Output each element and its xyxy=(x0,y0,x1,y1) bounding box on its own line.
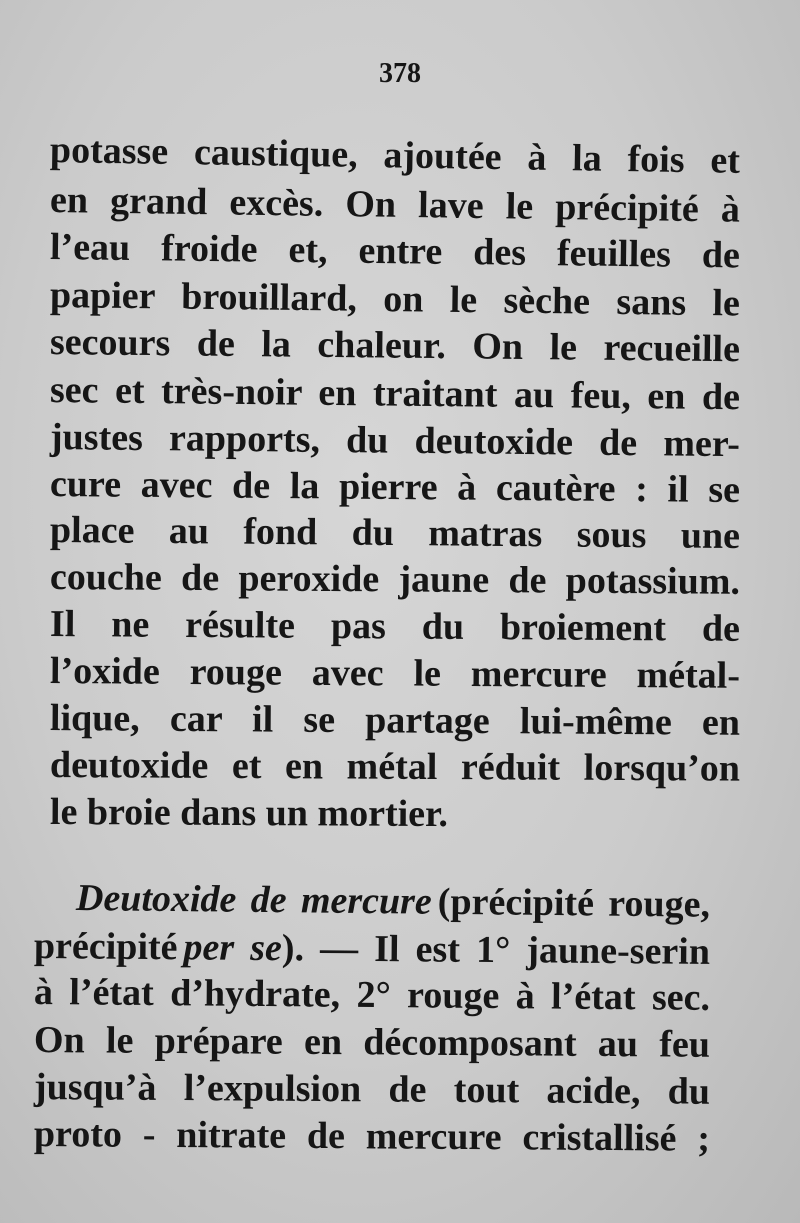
text-line: secours de la chaleur. On le recueille xyxy=(49,321,741,371)
text-line: cure avec de la pierre à cautère : il se xyxy=(49,463,741,512)
text-span: (précipité rouge, xyxy=(437,880,711,926)
text-line: l’oxide rouge avec le mercure métal- xyxy=(49,650,741,697)
text-line xyxy=(76,876,710,927)
text-line: On le prépare en décomposant au feu xyxy=(33,1019,711,1066)
text-line: place au fond du matras sous une xyxy=(49,509,741,558)
text-line: justes rapports, du deutoxide de mer- xyxy=(49,416,741,466)
italic-text: per se xyxy=(183,926,283,970)
text-span: précipité xyxy=(33,925,178,969)
text-line: couche de peroxide jaune de potassium. xyxy=(49,556,741,603)
text-line: Il ne résulte pas du broiement de xyxy=(49,603,741,650)
text-line: potasse caustique, ajoutée à la fois et xyxy=(49,129,741,182)
text-line: sec et très-noir en traitant au feu, en de xyxy=(49,369,741,419)
text-line: papier brouillard, on le sèche sans le xyxy=(49,274,741,325)
text-line: le broie dans un mortier. xyxy=(49,791,449,836)
text-line: deutoxide et en métal réduit lorsqu’on xyxy=(49,744,741,790)
text-line: à l’état d’hydrate, 2° rouge à l’état sec. xyxy=(33,971,711,1019)
text-span: ). — Il est 1° jaune-serin xyxy=(281,927,711,973)
page-number: 378 xyxy=(379,58,421,89)
text-line xyxy=(34,924,710,974)
text-line: lique, car il se partage lui-même en xyxy=(49,697,741,744)
text-line: en grand excès. On lave le précipité à xyxy=(49,179,741,231)
text-line: jusqu’à l’expulsion de tout acide, du xyxy=(33,1066,711,1113)
text-line: l’eau froide et, entre des feuilles de xyxy=(49,226,741,277)
paragraph-heading: Deutoxide de mercure xyxy=(75,877,433,923)
text-line: proto - nitrate de mercure cristallisé ; xyxy=(33,1113,711,1160)
